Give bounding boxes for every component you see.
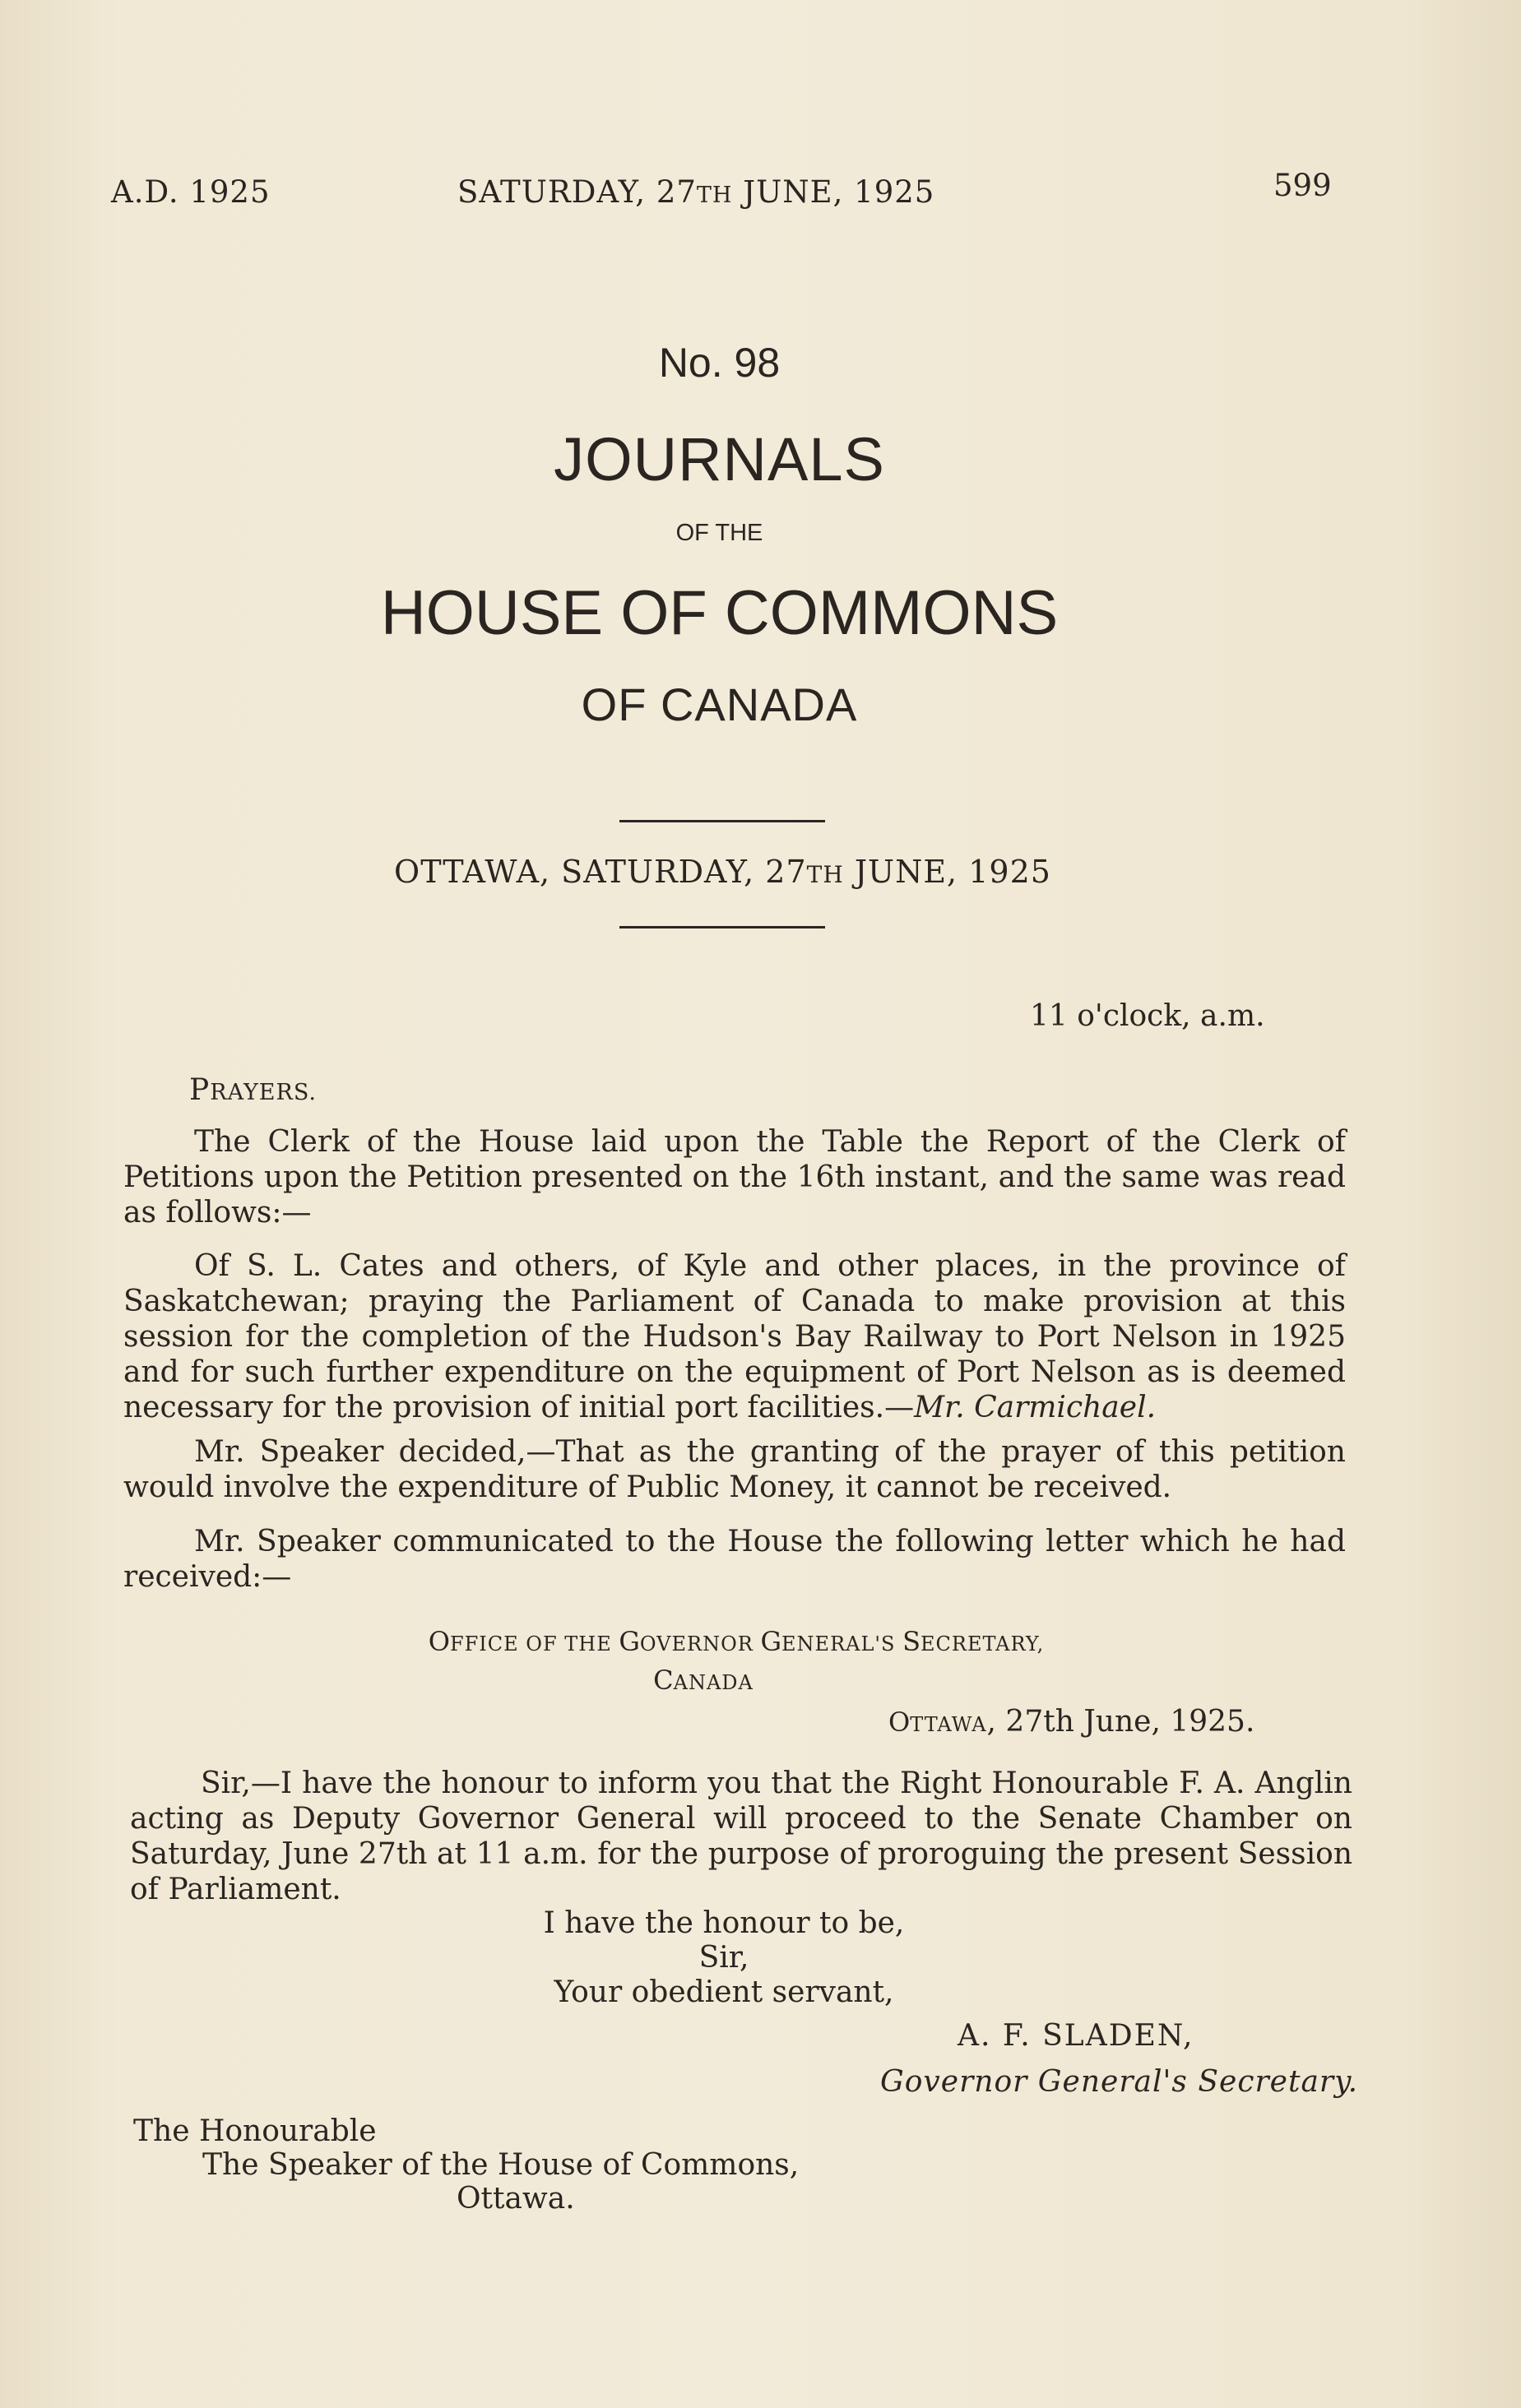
signature-name: A. F. SLADEN, (958, 2019, 1194, 2053)
signature-title: Governor General's Secretary. (880, 2065, 1359, 2099)
running-head (0, 168, 1521, 215)
divider-rule (619, 926, 825, 928)
prayers-heading: PRAYERS. (189, 1073, 317, 1107)
of-the-label: OF THE (675, 520, 763, 546)
sitting-time: 11 o'clock, a.m. (1030, 999, 1265, 1033)
journals-title: JOURNALS (554, 425, 885, 493)
paragraph-petition: Of S. L. Cates and others, of Kyle and other places, in the province of Saskatchewan; praying the Parliament of Canada to make provision at this session for the completion of the Hudson's Bay Railway to Port Nelson in 1925 and for such further expenditure on the equipment of Port Nelson as is deemed necessary for the provision of initial port facilities.—Mr. Carmichael. (123, 1249, 1346, 1424)
running-head-year: A.D. 1925 (111, 174, 271, 210)
letter-date: OTTAWA, 27th June, 1925. (888, 1705, 1255, 1739)
paragraph-speaker-decision: Mr. Speaker decided,—That as the granting of the prayer of this petition would involve the expenditure of Public Money, it cannot be received. (123, 1435, 1346, 1504)
letter-closing-servant: Your obedient servant, (554, 1975, 894, 2009)
of-canada-title: OF CANADA (581, 678, 858, 730)
letter-closing-sir: Sir, (698, 1941, 749, 1975)
running-head-date: SATURDAY, 27TH JUNE, 1925 (457, 174, 935, 210)
page-number: 599 (1273, 168, 1332, 203)
letter-body: Sir,—I have the honour to inform you that the Right Honourable F. A. Anglin acting as Deputy Governor General will proceed to the Senate Chamber on Saturday, June 27th at 11 a.m. for the purpose of proroguing the present Session of Parliament. (130, 1767, 1352, 1906)
member-name: Mr. Carmichael. (914, 1391, 1157, 1424)
paragraph-clerk-report: The Clerk of the House laid upon the Table the Report of the Clerk of Petitions upon the Petition presented on the 16th instant, and the same was read as follows:— (123, 1125, 1346, 1229)
address-line: The Speaker of the House of Commons, (202, 2148, 800, 2182)
house-of-commons-title: HOUSE OF COMMONS (380, 578, 1059, 648)
letter-office-heading: OFFICE OF THE GOVERNOR GENERAL'S SECRETARY, CANADA (428, 1626, 1045, 1696)
letter-closing: I have the honour to be, (543, 1906, 905, 1940)
paragraph-speaker-letter: Mr. Speaker communicated to the House the following letter which he had received:— (123, 1525, 1346, 1594)
sitting-dateline: OTTAWA, SATURDAY, 27TH JUNE, 1925 (394, 854, 1051, 890)
divider-rule (619, 820, 825, 822)
journal-number: No. 98 (658, 340, 781, 386)
address-line: The Honourable (133, 2114, 377, 2148)
address-line: Ottawa. (457, 2182, 575, 2216)
